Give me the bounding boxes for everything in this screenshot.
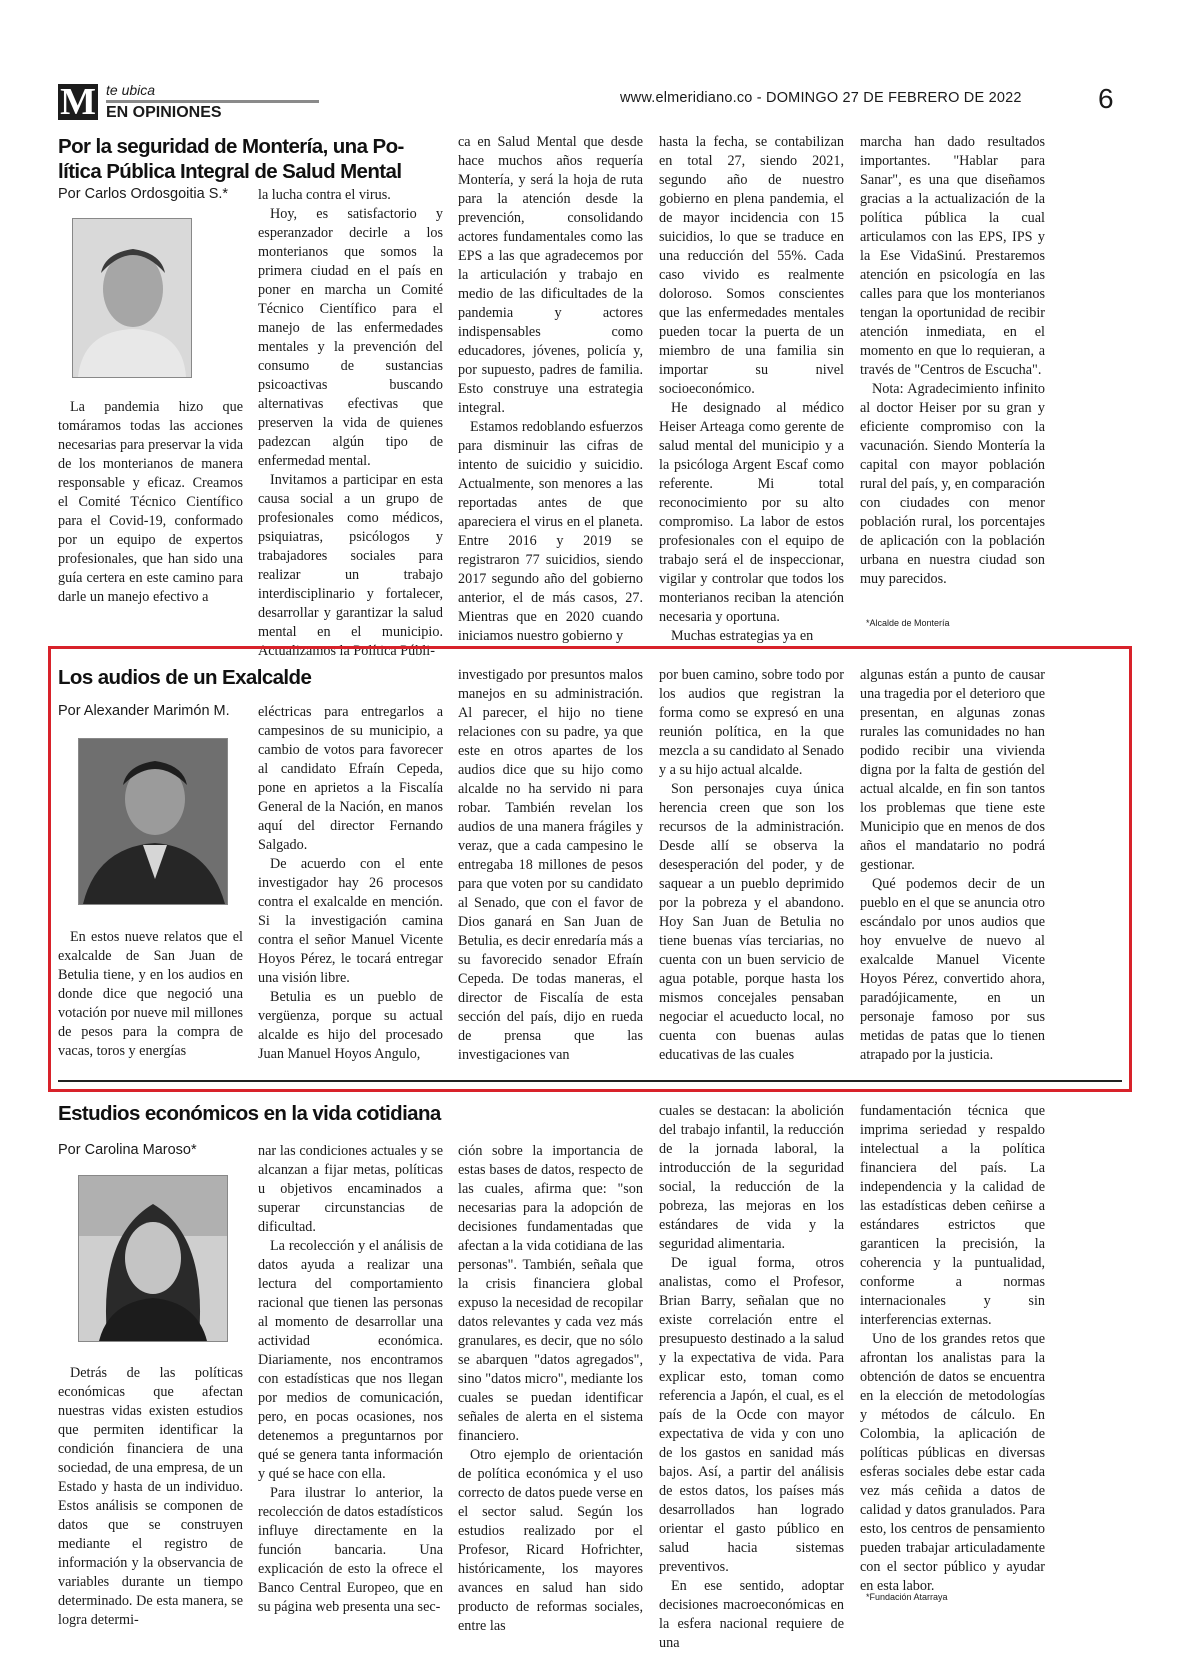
paragraph: Uno de los grandes retos que afrontan los analistas para la obtención de datos se encuentra en la elección de metodologías y métodos de cálculo. En Colombia, la aplicación de políticas públicas en diversas esferas sociales debe estar cada vez más ceñida a datos de calidad y datos granulados. Para esto, los centros de pensamiento pueden trabajar articuladamente con el sector público y ayudar en esta labor. <box>860 1331 1045 1594</box>
paragraph: Betulia es un pueblo de vergüenza, porque su actual alcalde es hijo del procesado Juan Manuel Hoyos Angulo, <box>258 989 443 1062</box>
article2-title: Los audios de un Exalcalde <box>58 666 312 689</box>
paragraph: fundamentación técnica que imprima seriedad y respaldo intelectual a la política financiera del país. La independencia y la calidad de las estadísticas deben ceñirse a estándares estrictos que garanticen la precisión, la coherencia y la puntualidad, conforme a normas internacionales y sin interferencias externas. <box>860 1103 1045 1328</box>
paragraph: Otro ejemplo de orientación de política económica y el uso correcto de datos puede verse en el sector salud. Según los estudios realizado por el Profesor, Ricard Hofrichter, históricamente, los mayores avances en salud han sido producto de reformas sociales, entre las <box>458 1447 643 1634</box>
paragraph: nar las condiciones actuales y se alcanzan a fijar metas, políticas u objetivos encaminados a superar circunstancias de dificultad. <box>258 1143 443 1235</box>
article2-col3 <box>458 666 643 1065</box>
article1-col4 <box>659 133 844 646</box>
article3-col2 <box>258 1142 443 1617</box>
paragraph: Qué podemos decir de un pueblo en el que se anuncia otro escándalo por unos audios que hoy envuelve de nuevo al exalcalde Manuel Vicente Hoyos Pérez, convertido ahora, paradójicamente, en un personaje famoso por sus metidas de patas que lo tienen atrapado por la justicia. <box>860 876 1045 1063</box>
paragraph: Para ilustrar lo anterior, la recolección de datos estadísticos influye directamente en la función bancaria. Una explicación de esto la ofrece el Banco Central Europeo, que en su página web presenta una sec- <box>258 1485 443 1615</box>
article1-col5 <box>860 133 1045 589</box>
article2-col2 <box>258 703 443 1064</box>
article2-col5 <box>860 666 1045 1065</box>
paragraph: eléctricas para entregarlos a campesinos de su municipio, a cambio de votos para favorecer al candidato Efraín Cepeda, pone en aprietos a la Fiscalía General de la Nación, en manos aquí del director Fernando Salgado. <box>258 704 443 853</box>
article1-title <box>58 134 404 184</box>
article3-title: Estudios económicos en la vida cotidiana <box>58 1102 441 1125</box>
newspaper-logo: M <box>58 84 98 120</box>
paragraph: He designado al médico Heiser Arteaga como gerente de salud mental del municipio y a la psicóloga Argent Escaf como referente. Mi total reconocimiento por su alto compromiso. La labor de estos profesionales con el equipo de trabajo será el de inspeccionar, vigilar y controlar que todos los monterianos reciban la atención necesaria y oportuna. <box>659 400 844 625</box>
paragraph: Invitamos a participar en esta causa social a un grupo de profesionales como médicos, psiquiatras, psicólogos y trabajadores sociales para realizar un trabajo interdisciplinario y fortalecer, desarrollar y garantizar la salud mental en el municipio. Actualizamos la Política Públi- <box>258 472 443 659</box>
section-title: EN OPINIONES <box>106 104 222 121</box>
author-photo-ordosgoitia <box>72 218 192 378</box>
dateline: www.elmeridiano.co - DOMINGO 27 DE FEBRERO DE 2022 <box>620 90 1022 106</box>
paragraph: La pandemia hizo que tomáramos todas las acciones necesarias para preservar la vida de los monterianos de manera responsable y eficaz. Creamos el Comité Técnico Científico para el Covid-19, conformado por un equipo de expertos profesionales, que han sido una guía certera en este camino para darle un manejo efectivo a <box>58 399 243 605</box>
article1-col3 <box>458 133 643 646</box>
paragraph: En estos nueve relatos que el exalcalde de San Juan de Betulia tiene, y en los audios en donde dice que negoció una votación por nueve mil millones de pesos para la compra de vacas, toros y energías <box>58 929 243 1059</box>
paragraph: Nota: Agradecimiento infinito al doctor Heiser por su gran y eficiente compromiso con la vacunación. Siendo Montería la capital con mayor población rural del país, y, en comparación con ciudades con menor población rural, los porcentajes de aplicación con la población urbana en nuestra ciudad son muy parecidos. <box>860 381 1045 587</box>
article2-col1 <box>58 928 243 1061</box>
article1-col2 <box>258 186 443 661</box>
article1-title-line1: Por la seguridad de Montería, una Po- <box>58 135 404 158</box>
article1-byline: Por Carlos Ordosgoitia S.* <box>58 186 229 202</box>
paragraph: investigado por presuntos malos manejos en su administración. Al parecer, el hijo no tiene relaciones con su padre, ya que este en otros apartes de los audios dice que su hijo como alcalde no ha servido ni para robar. También revelan los audios de una manera frágiles y veraz, que a cada campesino le entregaba 18 millones de pesos para que voten por su candidato al Senado, que con el favor de Dios ganará en San Juan de Betulia, es decir enredaría más a su favorecido senador Efraín Cepeda. De todas maneras, el director de Fiscalía de esta sección del país, dijo en rueda de prensa que las investigaciones van <box>458 667 643 1063</box>
paragraph: marcha han dado resultados importantes. "Hablar para Sanar", es una que diseñamos gracias a la actualización de la política pública la cual articulamos con las EPS, IPS y la Ese VidaSinú. Prestaremos atención en psicología en las calles para que los monterianos tengan la oportunidad de recibir atención inmediata, en el momento en que lo requieran, a través de "Centros de Escucha". <box>860 134 1045 378</box>
article2-byline: Por Alexander Marimón M. <box>58 703 230 719</box>
paragraph: La recolección y el análisis de datos ayuda a realizar una lectura del comportamiento racional que tienen las personas al momento de desarrollar una actividad económica. Diariamente, nos encontramos con estadísticas que nos llegan por medios de comunicación, pero, en pocas ocasiones, nos detenemos a preguntarnos por qué se genera tanta información y qué se hace con ella. <box>258 1238 443 1482</box>
paragraph: De igual forma, otros analistas, como el Profesor, Brian Barry, señalan que no existe correlación entre el presupuesto destinado a la salud y la expectativa de vida. Para explicar esto, toman como referencia a Japón, el cual, es el país de la Ocde con mayor expectativa de vida y con uno de los gastos en sanidad más bajos. Así, a partir del análisis de estos datos, los países más desarrollados han logrado orientar el gasto público en salud hacia sistemas preventivos. <box>659 1255 844 1575</box>
section-rule <box>58 1080 1122 1082</box>
paragraph: ca en Salud Mental que desde hace muchos años requería Montería, y será la hoja de ruta para la atención desde la prevención, consolidando actores fundamentales como las EPS a las que agradecemos por la articulación y trabajo en medio de las dificultades de la pandemia y actores indispensables como educadores, jóvenes, policía y, por supuesto, padres de familia. Esto construye una estrategia integral. <box>458 134 643 416</box>
author-photo-marimon <box>78 738 228 905</box>
paragraph: hasta la fecha, se contabilizan en total 27, siendo 2021, segundo año de nuestro gobierno en plena pandemia, el de mayor incidencia con 15 suicidios, lo que se traduce en una reducción del 55%. Cada caso vivido es realmente doloroso. Somos conscientes que las enfermedades mentales pueden tocar la puerta de un miembro de una familia sin importar su nivel socioeconómico. <box>659 134 844 397</box>
article3-col4 <box>659 1102 844 1653</box>
paragraph: Detrás de las políticas económicas que afectan nuestras vidas existen estudios que permiten identificar la condición financiera de una sociedad, de una empresa, de un Estado y hasta de un individuo. Estos análisis se componen de datos que se construyen mediante el registro de información y la observancia de variables durante un tiempo determinado. De esta manera, se logra determi- <box>58 1365 243 1628</box>
article1-footnote: *Alcalde de Montería <box>866 618 950 628</box>
article1-title-line2: lítica Pública Integral de Salud Mental <box>58 160 402 183</box>
paragraph: ción sobre la importancia de estas bases de datos, respecto de las cuales, afirma que: "son necesarias para la adopción de decisiones fundamentadas que afectan a la vida cotidiana de las personas". También, señala que la crisis financiera global expuso la necesidad de recopilar datos relevantes y cada vez más granulares, es decir, que no sólo se abarquen "datos agregados", sino "datos micro", mediante los cuales se puedan identificar señales de alerta en el sistema financiero. <box>458 1143 643 1444</box>
article3-byline: Por Carolina Maroso* <box>58 1142 197 1158</box>
paragraph: Muchas estrategias ya en <box>671 628 814 644</box>
paragraph: la lucha contra el virus. <box>258 187 391 203</box>
paragraph: En ese sentido, adoptar decisiones macroeconómicas en la esfera nacional requiere de una <box>659 1578 844 1651</box>
author-photo-maroso <box>78 1175 228 1342</box>
paragraph: por buen camino, sobre todo por los audios que registran la forma como se expresó en una reunión política, en la que mezcla a su candidato al Senado y a su hijo actual alcalde. <box>659 667 844 778</box>
paragraph: De acuerdo con el ente investigador hay 26 procesos contra el exalcalde en mención. Si la investigación camina contra el señor Manuel Vicente Hoyos Pérez, le tocará entregar una visión libre. <box>258 856 443 986</box>
paragraph: Estamos redoblando esfuerzos para disminuir las cifras de intento de suicidio y suicidio. Actualmente, son menores a las reportadas antes de que apareciera el virus en el planeta. Entre 2016 y 2019 se registraron 77 suicidios, siendo 2017 segundo año del gobierno anterior, el de más casos, 27. Mientras que en 2020 cuando iniciamos nuestro gobierno y <box>458 419 643 644</box>
article1-col1 <box>58 398 243 607</box>
paragraph: cuales se destacan: la abolición del trabajo infantil, la reducción de la jornada laboral, la introducción de la seguridad social, la reducción de la pobreza, las mejoras en los estándares de vida y la seguridad alimentaria. <box>659 1103 844 1252</box>
tagline: te ubica <box>106 82 156 98</box>
paragraph: Hoy, es satisfactorio y esperanzador decirle a los monterianos que somos la primera ciudad en el país en poner en marcha un Comité Técnico Científico para el manejo de las enfermedades mentales y la prevención del consumo de sustancias psicoactivas buscando alternativas efectivas que preserven la vida de quienes padezcan algún tipo de enfermedad mental. <box>258 206 443 469</box>
article3-col1 <box>58 1364 243 1630</box>
article3-footnote: *Fundación Atarraya <box>866 1592 948 1602</box>
article3-col5 <box>860 1102 1045 1596</box>
paragraph: Son personajes cuya única herencia creen que son los recursos de la administración. Desde allí se observa la desesperación del poder, y de saquear a un pueblo deprimido por la pobreza y el abandono. Hoy San Juan de Betulia no tiene buenas vías terciarias, no cuenta con un buen servicio de agua potable, porque hasta los mismos concejales pensaban negociar el acueducto local, no cuenta con buenas aulas educativas de las cuales <box>659 781 844 1063</box>
article2-col4 <box>659 666 844 1065</box>
page-number: 6 <box>1098 83 1114 114</box>
article3-col3 <box>458 1142 643 1636</box>
header-bar <box>106 100 319 103</box>
paragraph: algunas están a punto de causar una tragedia por el deterioro que presentan, en algunas zonas rurales las comunidades no han podido recibir una vivienda digna por la falta de gestión del actual alcalde, en fin son tantos los problemas que tiene este Municipio que en menos de dos años el mandatario no podrá gestionar. <box>860 667 1045 873</box>
